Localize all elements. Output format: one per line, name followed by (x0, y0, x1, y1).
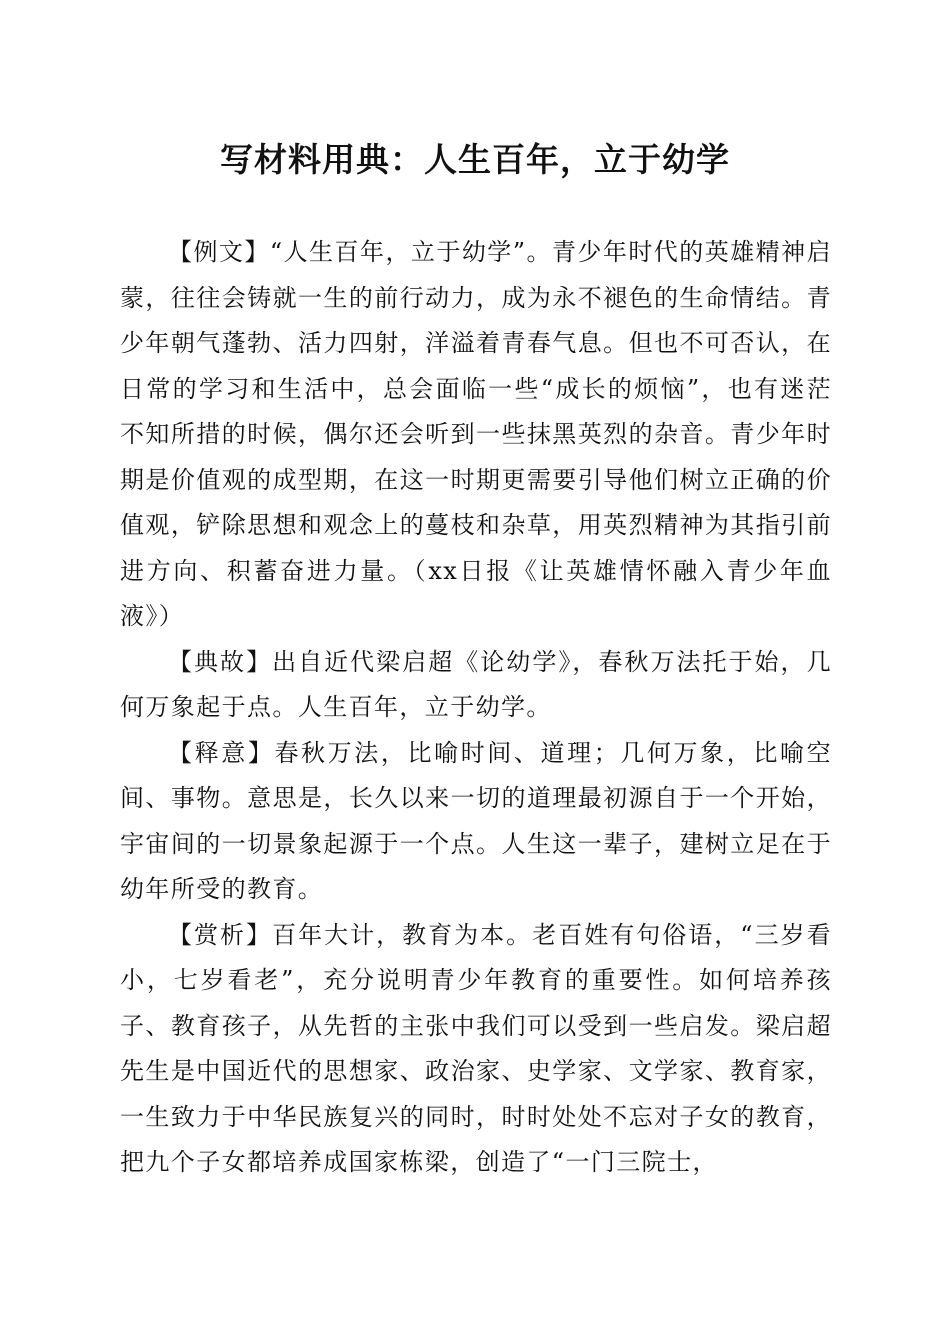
paragraph-text: 百年大计，教育为本。老百姓有句俗语，“三岁看小，七岁看老”，充分说明青少年教育的重要性。如何培养孩子、教育孩子，从先哲的主张中我们可以受到一些启发。梁启超先生是中国近代的思想家、政治家、史学家、文学家、教育家，一生致力于中华民族复兴的同时，时时处处不忘对子女的教育，把九个子女都培养成国家栋梁，创造了“一门三院士， (120, 920, 832, 1176)
document-title: 写材料用典：人生百年，立于幼学 (220, 140, 730, 179)
paragraph-tag: 【例文】 (168, 238, 270, 266)
paragraph-tag: 【释意】 (168, 738, 275, 767)
paragraph-tag: 【典故】 (168, 647, 273, 676)
paragraph-meaning (120, 731, 832, 913)
document-body (120, 230, 832, 1186)
paragraph-allusion (120, 640, 832, 731)
paragraph-appreciation (120, 913, 832, 1186)
paragraph-text: 出自近代梁启超《论幼学》，春秋万法托于始，几何万象起于点。人生百年，立于幼学。 (120, 647, 832, 721)
paragraph-text: 春秋万法，比喻时间、道理；几何万象，比喻空间、事物。意思是，长久以来一切的道理最初源自于一个开始，宇宙间的一切景象起源于一个点。人生这一辈子，建树立足在于幼年所受的教育。 (120, 738, 832, 903)
paragraph-example (120, 230, 832, 640)
paragraph-tag: 【赏析】 (168, 920, 273, 949)
paragraph-text: “人生百年，立于幼学”。青少年时代的英雄精神启蒙，往往会铸就一生的前行动力，成为永不褪色的生命情结。青少年朝气蓬勃、活力四射，洋溢着青春气息。但也不可否认，在日常的学习和生活中，总会面临一些“成长的烦恼”，也有迷茫不知所措的时候，偶尔还会听到一些抹黑英烈的杂音。青少年时期是价值观的成型期，在这一时期更需要引导他们树立正确的价值观，铲除思想和观念上的蔓枝和杂草，用英烈精神为其指引前进方向、积蓄奋进力量。（xx日报《让英雄情怀融入青少年血液》） (120, 238, 832, 630)
